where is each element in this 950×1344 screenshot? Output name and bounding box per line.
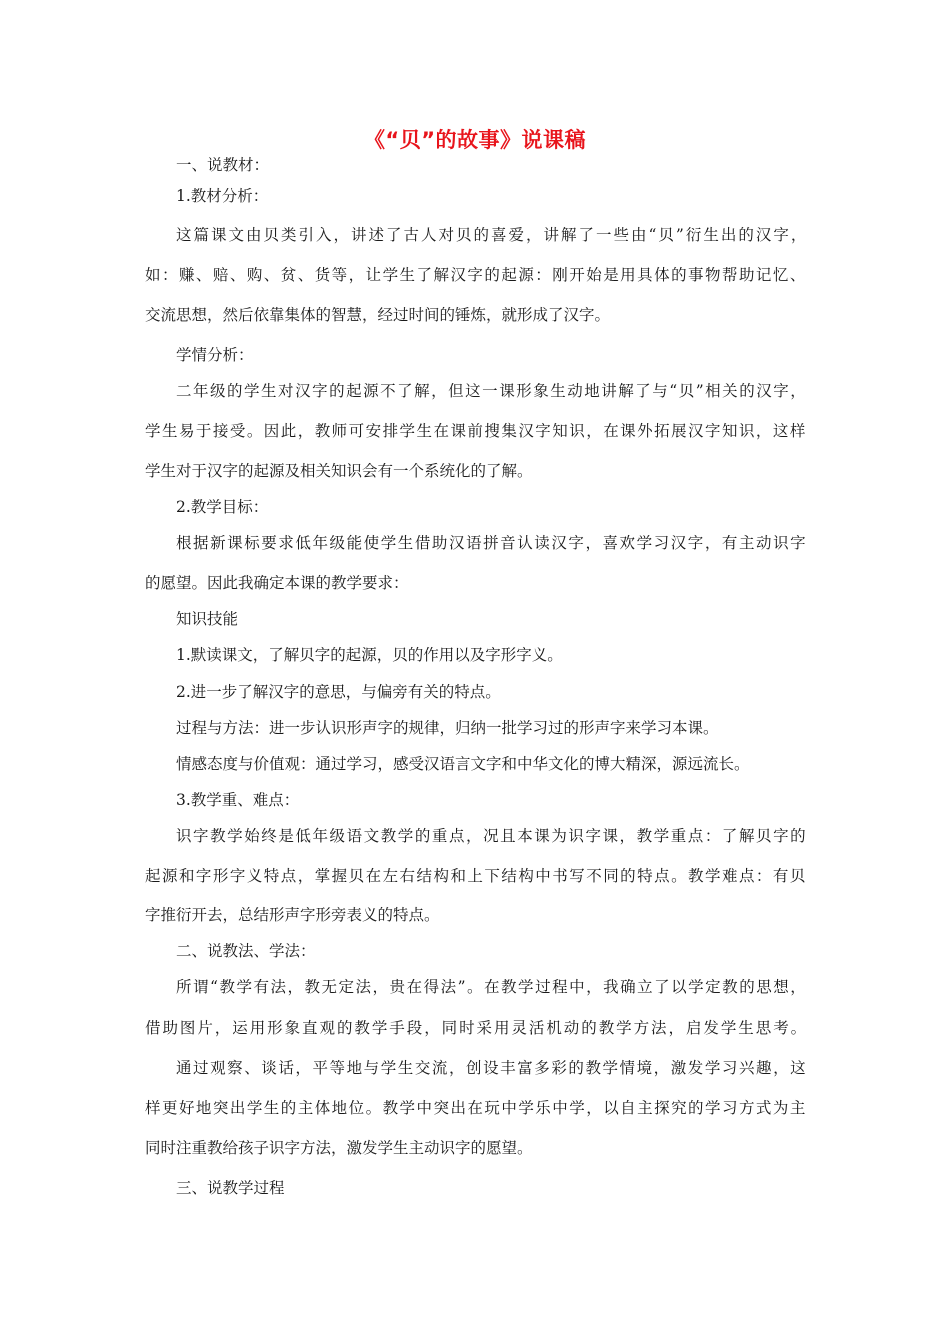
text-line: 过程与方法：进一步认识形声字的规律，归纳一批学习过的形声字来学习本课。 (176, 719, 719, 737)
text-line: 识字教学始终是低年级语文教学的重点，况且本课为识字课，教学重点：了解贝字的 (176, 827, 808, 845)
text-line: 知识技能 (176, 610, 239, 628)
text-line: 1.默读课文，了解贝字的起源，贝的作用以及字形字义。 (176, 646, 563, 664)
text-line: 1.教材分析： (176, 187, 269, 205)
text-line: 3.教学重、难点： (176, 791, 300, 809)
text-line: 所谓“教学有法，教无定法，贵在得法”。在教学过程中，我确立了以学定教的思想， (176, 978, 808, 996)
text-line: 样更好地突出学生的主体地位。教学中突出在玩中学乐中学，以自主探究的学习方式为主 (145, 1099, 807, 1117)
text-line: 的愿望。因此我确定本课的教学要求： (145, 574, 409, 592)
text-line: 2.教学目标： (176, 498, 269, 516)
text-line: 根据新课标要求低年级能使学生借助汉语拼音认读汉字，喜欢学习汉字，有主动识字 (176, 534, 808, 552)
text-line: 二年级的学生对汉字的起源不了解，但这一课形象生动地讲解了与“贝”相关的汉字， (176, 382, 808, 400)
text-line: 如：赚、赔、购、贫、货等，让学生了解汉字的起源：刚开始是用具体的事物帮助记忆、 (145, 266, 807, 284)
text-line: 2.进一步了解汉字的意思，与偏旁有关的特点。 (176, 683, 501, 701)
text-line: 交流思想，然后依靠集体的智慧，经过时间的锤炼，就形成了汉字。 (145, 306, 611, 324)
text-line: 同时注重教给孩子识字方法，激发学生主动识字的愿望。 (145, 1139, 533, 1157)
text-line: 起源和字形字义特点，掌握贝在左右结构和上下结构中书写不同的特点。教学难点：有贝 (145, 867, 807, 885)
text-line: 学生易于接受。因此，教师可安排学生在课前搜集汉字知识，在课外拓展汉字知识，这样 (145, 422, 807, 440)
text-line: 字推衍开去，总结形声字形旁表义的特点。 (145, 906, 440, 924)
text-line: 情感态度与价值观：通过学习，感受汉语言文字和中华文化的博大精深，源远流长。 (176, 755, 750, 773)
text-line: 通过观察、谈话，平等地与学生交流，创设丰富多彩的教学情境，激发学习兴趣，这 (176, 1059, 808, 1077)
text-line: 这篇课文由贝类引入，讲述了古人对贝的喜爱，讲解了一些由“贝”衍生出的汉字， (176, 226, 809, 244)
text-line: 学生对于汉字的起源及相关知识会有一个系统化的了解。 (145, 462, 533, 480)
text-line: 二、说教法、学法： (176, 942, 316, 960)
text-line: 一、说教材： (176, 156, 270, 174)
text-line: 学情分析： (176, 346, 254, 364)
document-title: 《“贝”的故事》说课稿 (363, 128, 587, 152)
text-line: 三、说教学过程 (176, 1179, 285, 1197)
text-line: 借助图片，运用形象直观的教学手段，同时采用灵活机动的教学方法，启发学生思考。 (145, 1019, 809, 1037)
